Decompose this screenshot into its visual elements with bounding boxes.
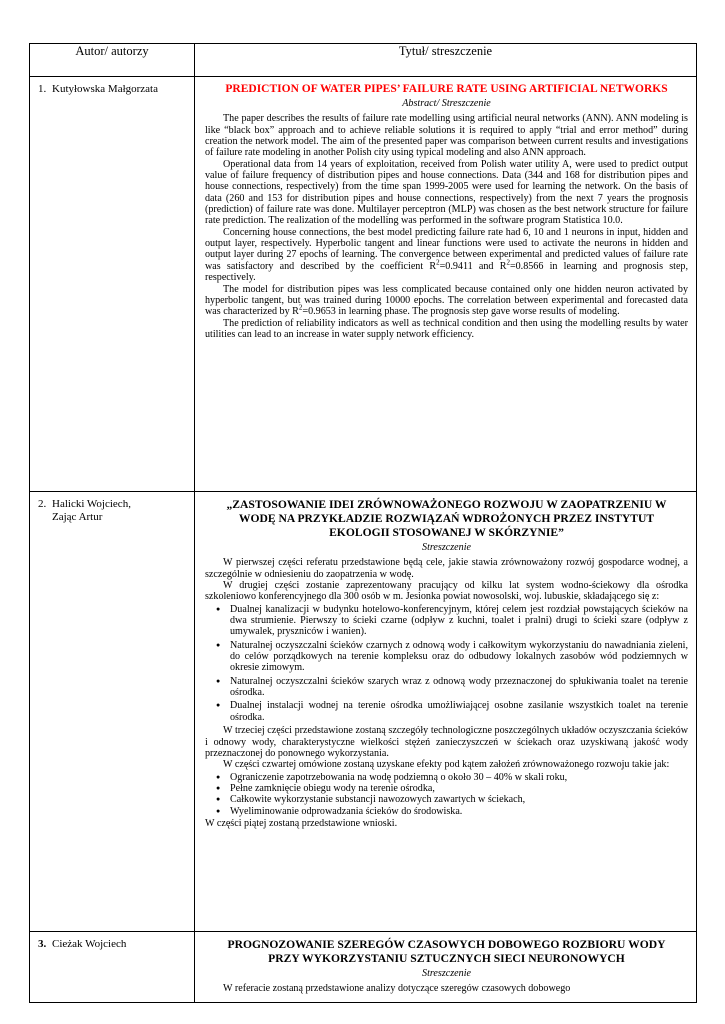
abstract-paragraph: Concerning house connections, the best model predicting failure rate had 6, 10 and 1 neurons in input, hidden and output layer, respectively. Hyperbolic tangent and linear functions were used to activate the neurons in hidden and output layer during 27 epochs of learning. The convergence between experimental and predicted values of failure rate was satisfactory and described by the coefficient $R^2=0.9411$ and $R^2=0.8566$ in learning and prognosis step, respectively. (205, 226, 688, 284)
abstracts-table (29, 43, 697, 1003)
abstract-paragraph: W części czwartej omówione zostaną uzyskane efekty pod kątem założeń zrównoważonego rozwoju takie jak: (223, 759, 670, 771)
entry-number: 3. (38, 938, 47, 950)
list-item: ● Naturalnej oczyszczalni ścieków czarnych z odnową wody i całkowitym wykorzystaniu do nawadniania zieleni, do celów porządkowych na terenie kompleksu oraz do odbudowy lokalnych zasobów wód podziemnych w okresie zimowym. (205, 640, 688, 674)
abstract-cell (195, 932, 697, 1003)
abstract-paragraph: W trzeciej części przedstawione zostaną szczegóły technologiczne poszczególnych układów oczyszczania ścieków i odnowy wody, charakterystyczne wielkości stężeń zanieczyszczeń w ściekach oraz uzyskiwaną jakość wody przeznaczonej do ponownego wykorzystania. (205, 725, 688, 759)
abstract-cell (195, 492, 697, 932)
table-row (30, 77, 697, 492)
abstract-label: Streszczenie (422, 542, 471, 553)
abstract-paragraph: W pierwszej części referatu przedstawione będą cele, jakie stawia zrównoważony rozwój gospodarce wodnej, a szczególnie w odniesieniu do zaopatrzenia w wodę. (205, 557, 688, 580)
list-item: ● Pełne zamknięcie obiegu wody na terenie ośrodka, (205, 783, 688, 794)
paper-title: PROGNOZOWANIE SZEREGÓW CZASOWYCH DOBOWEGO ROZBIORU WODY PRZY WYKORZYSTANIU SZTUCZNYCH SIECI NEURONOWYCH (227, 938, 666, 965)
table-header-row (30, 44, 697, 77)
abstract-paragraph: W części piątej zostaną przedstawione wnioski. (205, 817, 398, 829)
header-title: Tytuł/ streszczenie (195, 44, 697, 77)
author-name: Zając Artur (52, 511, 103, 523)
list-item: ● Naturalnej oczyszczalni ścieków szarych wraz z odnową wody przeznaczonej do spłukiwania toalet na terenie ośrodka. (205, 676, 688, 699)
abstract-label: Abstract/ Streszczenie (402, 98, 491, 109)
list-item: ● Całkowite wykorzystanie substancji nawozowych zawartych w ściekach, (205, 794, 688, 805)
abstract-paragraph: The paper describes the results of failure rate modelling using artificial neural networks (ANN). ANN modeling is like “black box” approach and to achieve reliable solutions it is required to apply “trial and error method” during creation the network model. The aim of the presented paper was comparison between current results and investigations of failure rate modeling in another Polish city using typical modeling and also ANN approach. (205, 113, 688, 159)
abstract-paragraph: The model for distribution pipes was less complicated because contained only one hidden neuron activated by hyperbolic tangent, but was trained during 10000 epochs. The correlation between experimental and forecasted data was characterized by $R^2=0.9653$ in learning phase. The prognosis step gave worse results of modeling. (205, 283, 688, 318)
abstract-paragraph: W referacie zostaną przedstawione analizy dotyczące szeregów czasowych dobowego (223, 983, 571, 995)
list-item: ● Ograniczenie zapotrzebowania na wodę podziemną o około 30 – 40% w skali roku, (205, 772, 688, 783)
abstract-label: Streszczenie (422, 968, 471, 979)
list-item: ● Dualnej instalacji wodnej na terenie ośrodka umożliwiającej osobne zasilanie wszystkich toalet na terenie ośrodka. (205, 700, 688, 723)
author-name: Kutyłowska Małgorzata (52, 83, 158, 95)
author-cell (30, 932, 195, 1003)
abstract-paragraph: Operational data from 14 years of exploitation, received from Polish water utility A, were used to predict output value of failure frequency of distribution pipes and house connections. Data (344 and 168 for distribution pipes and house connections, respectively) from the time span 1999-2005 were used for learning the network. On the basis of data (260 and 153 for distribution pipes and house connections, respectively) from the next 7 years the prognosis (prediction) of failure rate was done. Multilayer perceptron (MLP) was chosen as the best network structure for failure rate prediction. The realization of the modelling was performed in the software program Statistica 10.0. (205, 158, 688, 227)
page (29, 43, 696, 1003)
author-cell (30, 77, 195, 492)
abstract-paragraph: W drugiej części zostanie zaprezentowany pracujący od kilku lat system wodno-ściekowy dla ośrodka szkoleniowo konferencyjnego dla 300 osób w m. Jesionka powiat nowosolski, woj. lubuskie, składającego się z: (205, 580, 688, 603)
paper-title: „ZASTOSOWANIE IDEI ZRÓWNOWAŻONEGO ROZWOJU W ZAOPATRZENIU W WODĘ NA PRZYKŁADZIE ROZWIĄZAŃ WDROŻONYCH PRZEZ INSTYTUT EKOLOGII STOSOWANEJ W SKÓRZYNIE” (226, 498, 667, 539)
abstract-cell (195, 77, 697, 492)
header-authors: Autor/ autorzy (30, 44, 195, 77)
author-name: Cieżak Wojciech (52, 938, 127, 950)
bullet-list (205, 604, 688, 723)
bullet-list (205, 772, 688, 817)
list-item: ● Dualnej kanalizacji w budynku hotelowo-konferencyjnym, której celem jest rozdział powstających ścieków na dwa strumienie. Pierwszy to ścieki czarne (odpływ z kuchni, toalet i pralni) drugi to ścieki szare (odpływ z umywalek, pryszniców i wanien). (205, 604, 688, 638)
author-name: Halicki Wojciech, (52, 498, 131, 510)
entry-number: 2. (38, 498, 47, 510)
entry-number: 1. (38, 83, 47, 95)
author-cell (30, 492, 195, 932)
paper-title: PREDICTION OF WATER PIPES’ FAILURE RATE USING ARTIFICIAL NETWORKS (225, 83, 668, 95)
list-item: ● Wyeliminowanie odprowadzania ścieków do środowiska. (205, 806, 688, 817)
table-row (30, 932, 697, 1003)
table-row (30, 492, 697, 932)
abstract-paragraph: The prediction of reliability indicators as well as technical condition and then using the modelling results by water utilities can lead to an increase in water supply network efficiency. (205, 317, 688, 340)
